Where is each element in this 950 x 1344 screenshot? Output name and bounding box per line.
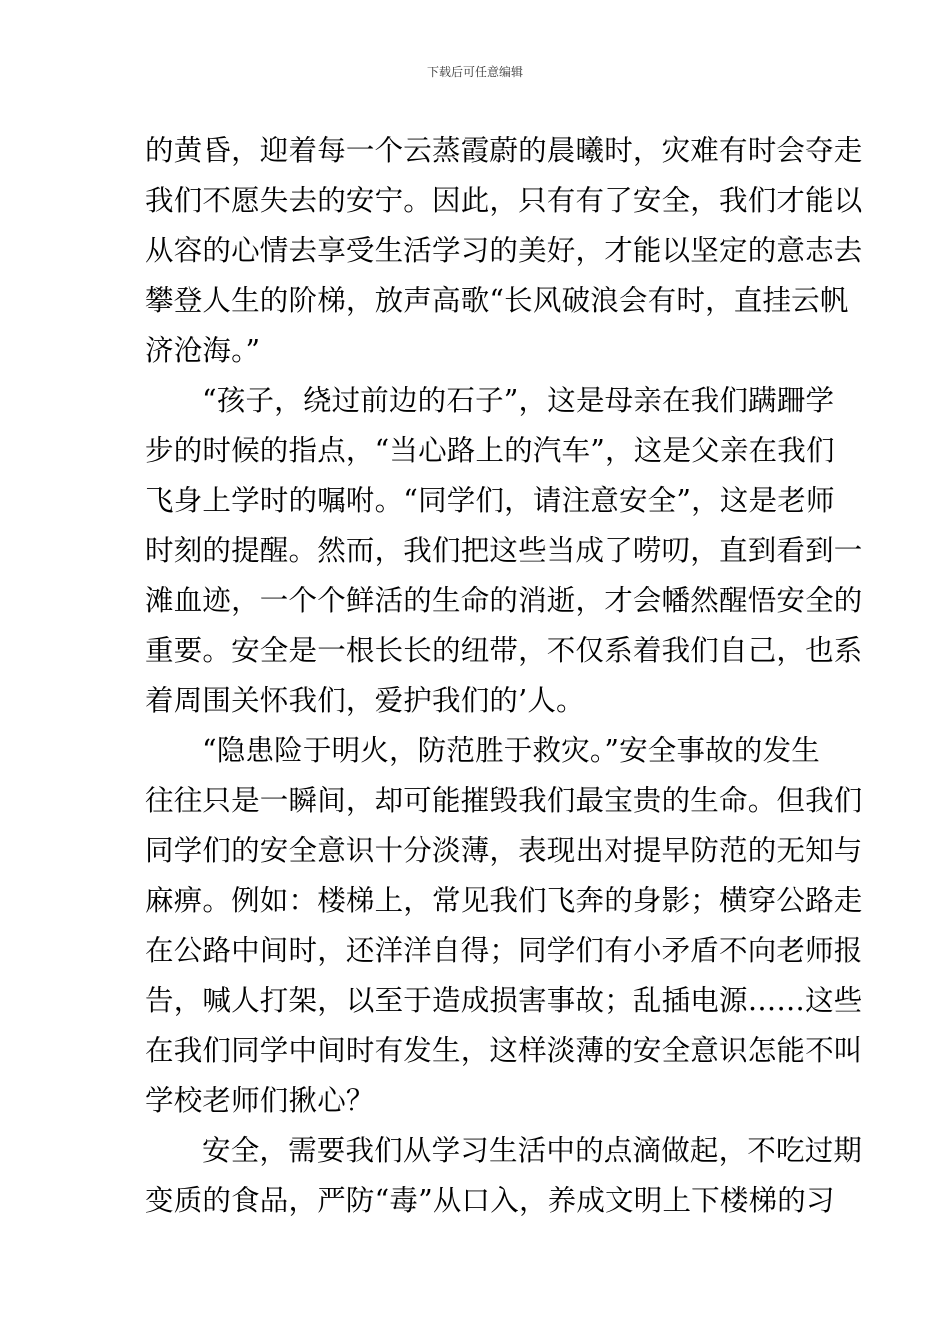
paragraph-4 [145,1126,863,1226]
text-line: 步的时候的指点，“当心路上的汽车”，这是父亲在我们 [145,434,835,467]
text-line: 攀登人生的阶梯，放声高歌“长风破浪会有时，直挂云帆 [145,284,849,317]
text-line: 在我们同学中间时有发生，这样淡薄的安全意识怎能不叫 [145,1034,863,1067]
text-line: 飞身上学时的嘱咐。“同学们，请注意安全”，这是老师 [145,484,835,517]
text-line: 着周围关怀我们，爱护我们的’人。 [145,684,585,717]
text-line: “隐患险于明火，防范胜于救灾。”安全事故的发生 [202,734,820,767]
text-line: 麻痹。例如：楼梯上，常见我们飞奔的身影；横穿公路走 [145,884,863,917]
text-line: 往往只是一瞬间，却可能摧毁我们最宝贵的生命。但我们 [145,784,863,817]
text-line: 同学们的安全意识十分淡薄，表现出对提早防范的无知与 [145,834,863,867]
document-body [145,126,863,1226]
text-line: 告，喊人打架，以至于造成损害事故；乱插电源……这些 [145,984,863,1017]
text-line: 我们不愿失去的安宁。因此，只有有了安全，我们才能以 [145,184,863,217]
paragraph-3 [145,726,863,1126]
text-line: 变质的食品，严防“毒”从口入，养成文明上下楼梯的习 [145,1184,835,1217]
text-line: 安全，需要我们从学习生活中的点滴做起，不吃过期 [202,1134,863,1167]
paragraph-2 [145,376,863,726]
text-line: 时刻的提醒。然而，我们把这些当成了唠叨，直到看到一 [145,534,863,567]
text-line: 学校老师们揪心？ [145,1084,375,1117]
text-line: 滩血迹，一个个鲜活的生命的消逝，才会幡然醒悟安全的 [145,584,863,617]
page-header-note: 下载后可任意编辑 [426,65,523,79]
paragraph-1 [145,126,863,376]
text-line: “孩子，绕过前边的石子”，这是母亲在我们蹒跚学 [202,384,835,417]
text-line: 的黄昏，迎着每一个云蒸霞蔚的晨曦时，灾难有时会夺走 [145,134,863,167]
text-line: 从容的心情去享受生活学习的美好，才能以坚定的意志去 [145,234,863,267]
text-line: 济沧海。” [145,334,261,367]
text-line: 在公路中间时，还洋洋自得；同学们有小矛盾不向老师报 [145,934,863,967]
text-line: 重要。安全是一根长长的纽带，不仅系着我们自己，也系 [145,634,863,667]
